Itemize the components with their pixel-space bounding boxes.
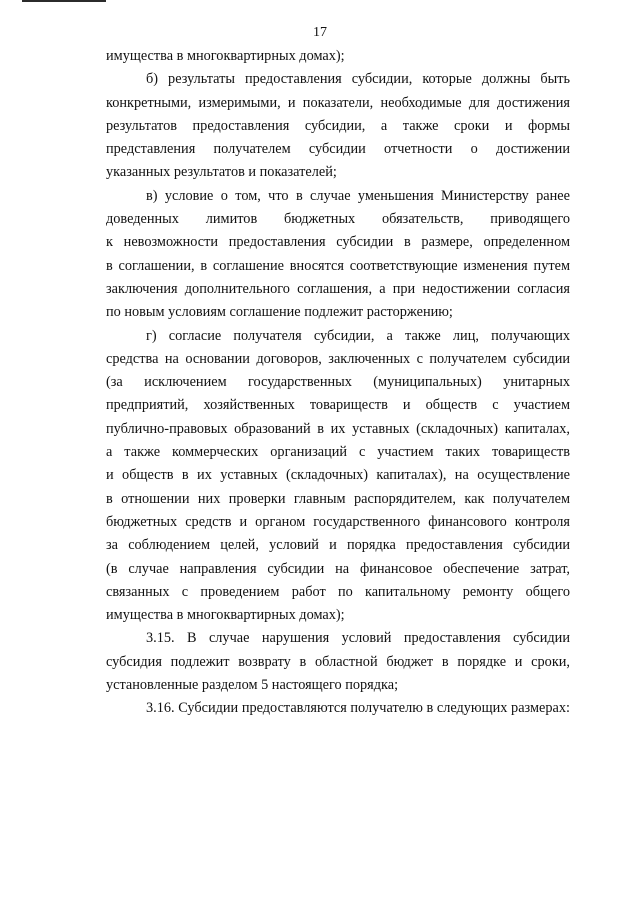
text-line: связанных с проведением работ по капитальному ремонту общего [106,583,570,600]
text-line: за соблюдением целей, условий и порядка предоставления субсидии [106,537,570,554]
text-line: бюджетных средств и органом государственного финансового контроля [106,513,570,530]
text-line: установленные разделом 5 настоящего порядка; [106,677,399,694]
text-line: субсидия подлежит возврату в областной бюджет в порядке и сроки, [106,653,570,670]
text-line: результатов предоставления субсидии, а также сроки и формы [106,117,570,134]
text-line: заключения дополнительного соглашения, а при недостижении согласия [106,280,570,297]
text-line: к невозможности предоставления субсидии в размере, определенном [106,234,570,251]
text-line: и обществ в их уставных (складочных) капиталах), на осуществление [106,467,570,484]
text-line: доведенных лимитов бюджетных обязательств, приводящего [106,211,570,228]
text-line: публично-правовых образований в их уставных (складочных) капиталах, [106,420,570,437]
text-line: предприятий, хозяйственных товариществ и обществ с участием [106,397,570,414]
text-line: по новым условиям соглашение подлежит расторжению; [106,304,453,321]
text-line: указанных результатов и показателей; [106,164,337,181]
text-line: (за исключением государственных (муниципальных) унитарных [106,374,570,391]
text-line: (в случае направления субсидии на финансовое обеспечение затрат, [106,560,570,577]
text-line: представления получателем субсидии отчетности о достижении [106,141,570,158]
body-text [106,45,570,721]
page-number: 17 [313,25,327,40]
text-line: 3.16. Субсидии предоставляются получателю в следующих размерах: [146,700,570,717]
text-line: имущества в многоквартирных домах); [106,607,345,624]
text-line: имущества в многоквартирных домах); [106,48,345,64]
text-line: г) согласие получателя субсидии, а также лиц, получающих [146,327,570,344]
text-line: а также коммерческих организаций с участием таких товариществ [106,444,570,461]
text-line: конкретными, измеримыми, и показатели, необходимые для достижения [106,94,570,111]
text-line: в соглашении, в соглашение вносятся соответствующие изменения путем [106,257,570,274]
text-line: в отношении них проверки главным распорядителем, как получателем [106,490,570,507]
text-line: б) результаты предоставления субсидии, которые должны быть [146,71,570,88]
text-line: 3.15. В случае нарушения условий предоставления субсидии [146,630,570,647]
text-line: средства на основании договоров, заключенных с получателем субсидии [106,350,570,367]
scan-edge-mark [22,0,106,2]
text-line: в) условие о том, что в случае уменьшения Министерству ранее [146,187,570,204]
